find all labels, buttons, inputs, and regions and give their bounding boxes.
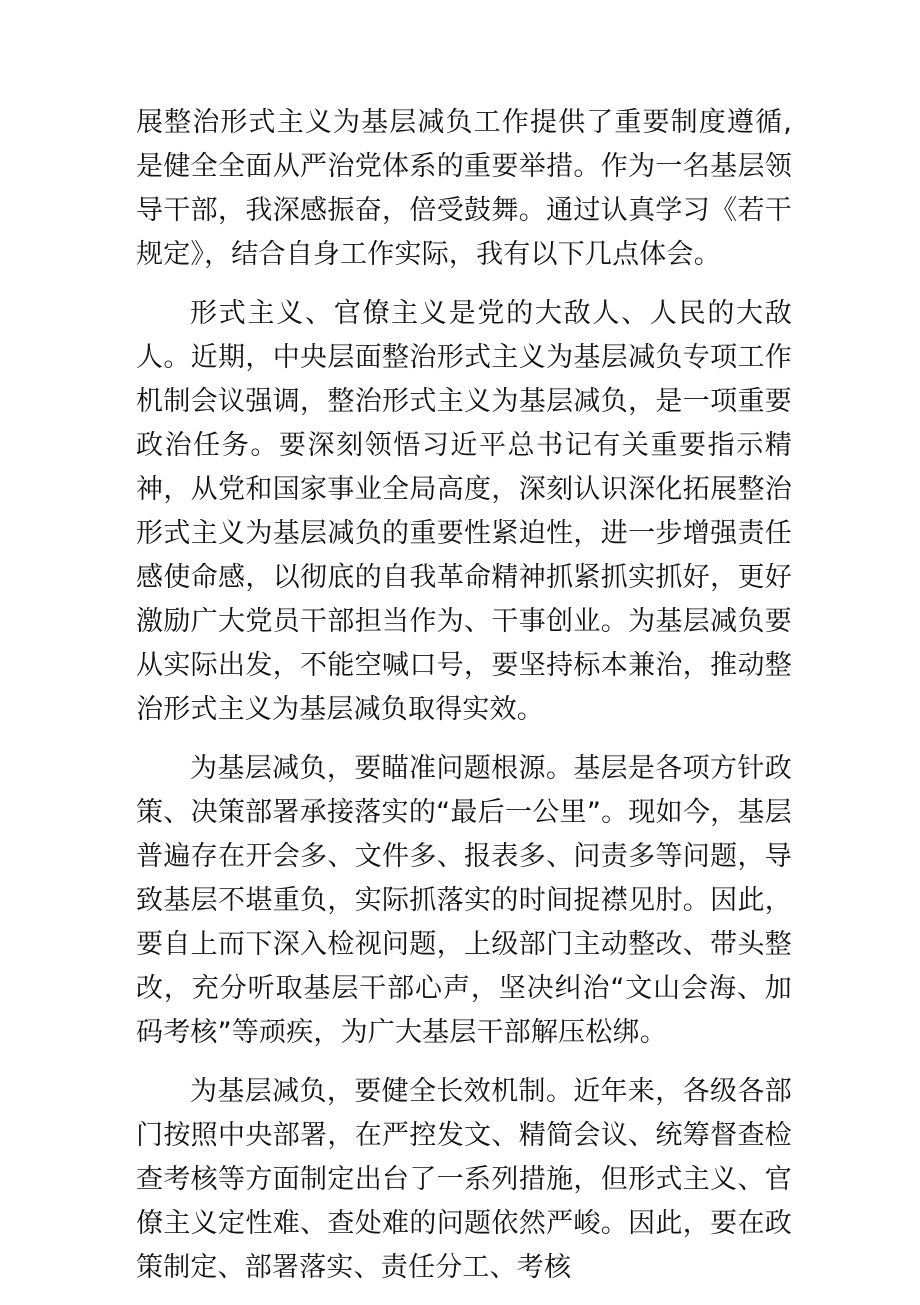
paragraph-long-term-mechanism: 为基层减负，要健全长效机制。近年来，各级各部门按照中央部署，在严控发文、精简会议、统筹督查检查考核等方面制定出台了一系列措施，但形式主义、官僚主义定性难、查处难的问题依然严峻。因此，要在政策制定、部署落实、责任分工、考核 [136, 1076, 792, 1283]
paragraph-continuation: 展整治形式主义为基层减负工作提供了重要制度遵循,是健全全面从严治党体系的重要举措。作为一名基层领导干部，我深感振奋，倍受鼓舞。通过认真学习《若干规定》，结合自身工作实际，我有以下几点体会。 [136, 107, 792, 270]
paragraph-formalism: 形式主义、官僚主义是党的大敌人、人民的大敌人。近期，中央层面整治形式主义为基层减负专项工作机制会议强调，整治形式主义为基层减负，是一项重要政治任务。要深刻领悟习近平总书记有关重要指示精神，从党和国家事业全局高度，深刻认识深化拓展整治形式主义为基层减负的重要性紧迫性，进一步增强责任感使命感，以彻底的自我革命精神抓紧抓实抓好，更好激励广大党员干部担当作为、干事创业。为基层减负要从实际出发，不能空喊口号，要坚持标本兼治，推动整治形式主义为基层减负取得实效。 [136, 298, 792, 725]
document-body [136, 101, 792, 1305]
paragraph-problem-root: 为基层减负，要瞄准问题根源。基层是各项方针政策、决策部署承接落实的“最后一公里”。现如今，基层普遍存在开会多、文件多、报表多、问责多等问题，导致基层不堪重负，实际抓落实的时间捉襟见肘。因此，要自上而下深入检视问题，上级部门主动整改、带头整改，充分听取基层干部心声，坚决纠治“文山会海、加码考核”等顽疾，为广大基层干部解压松绑。 [136, 753, 792, 1048]
